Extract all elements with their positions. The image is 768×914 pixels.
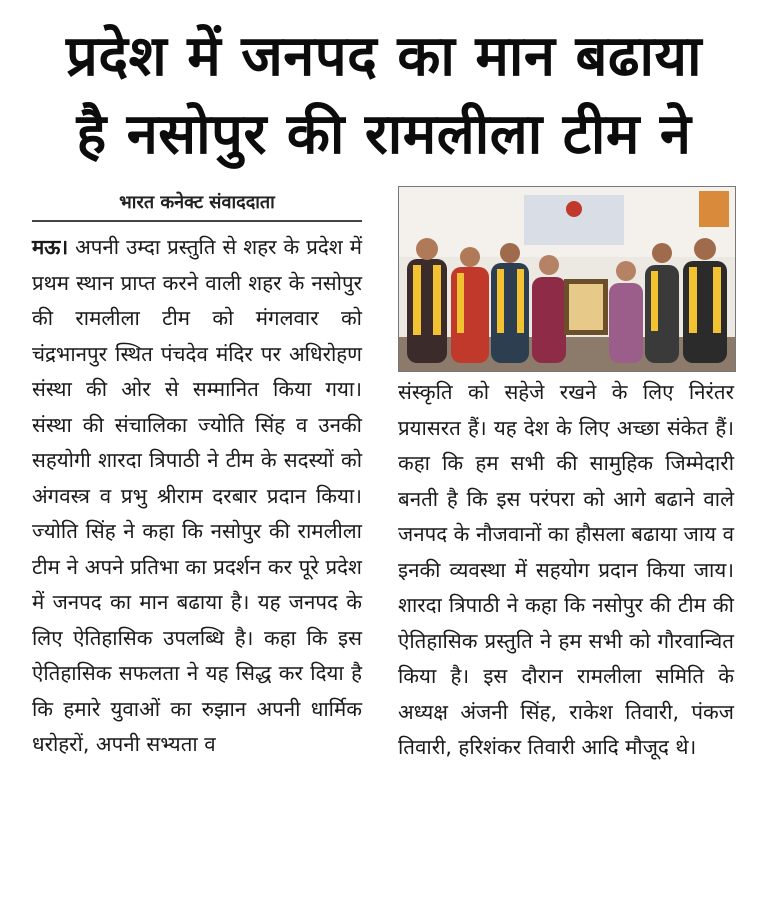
headline-line-1: प्रदेश में जनपद का मान बढाया	[66, 24, 702, 89]
article-column-right	[398, 375, 734, 766]
news-photo	[398, 186, 736, 372]
headline	[0, 18, 768, 174]
byline: भारत कनेक्ट संवाददाता	[119, 192, 275, 213]
dateline: मऊ।	[32, 235, 69, 259]
article-column-left	[32, 230, 362, 763]
article-body-left: अपनी उम्दा प्रस्तुति से शहर के प्रदेश में प्रथम स्थान प्राप्त करने वाली शहर के नसोपुर की रामलीला टीम को मंगलवार को चंद्रभानपुर स्थित पंचदेव मंदिर पर अधिरोहण संस्था की ओर से सम्मानित किया गया। संस्था की संचालिका ज्योति सिंह व उनकी सहयोगी शारदा त्रिपाठी ने टीम के सदस्यों को अंगवस्त्र व प्रभु श्रीराम दरबार प्रदान किया। ज्योति सिंह ने कहा कि नसोपुर की रामलीला टीम ने अपने प्रतिभा का प्रदर्शन कर पूरे प्रदेश में जनपद का मान बढाया है। यह जनपद के लिए ऐतिहासिक उपलब्धि है। कहा कि इस ऐतिहासिक सफलता ने यह सिद्ध कर दिया है कि हमारे युवाओं का रुझान अपनी धार्मिक धरोहरों, अपनी सभ्यता व	[32, 235, 362, 756]
byline-divider	[32, 220, 362, 222]
headline-line-2: है नसोपुर की रामलीला टीम ने	[76, 102, 692, 167]
article-body-right: संस्कृति को सहेजे रखने के लिए निरंतर प्रयासरत हैं। यह देश के लिए अच्छा संकेत हैं। कहा कि हम सभी की सामुहिक जिम्मेदारी बनती है कि इस परंपरा को आगे बढाने वाले जनपद के नौजवानों का हौसला बढाया जाय व इनकी व्यवस्था में सहयोग प्रदान किया जाय। शारदा त्रिपाठी ने कहा कि नसोपुर की टीम की ऐतिहासिक प्रस्तुति ने हम सभी को गौरवान्वित किया है। इस दौरान रामलीला समिति के अध्यक्ष अंजनी सिंह, राकेश तिवारी, पंकज तिवारी, हरिशंकर तिवारी आदि मौजूद थे।	[398, 380, 734, 759]
group-photo-illustration	[399, 187, 735, 371]
